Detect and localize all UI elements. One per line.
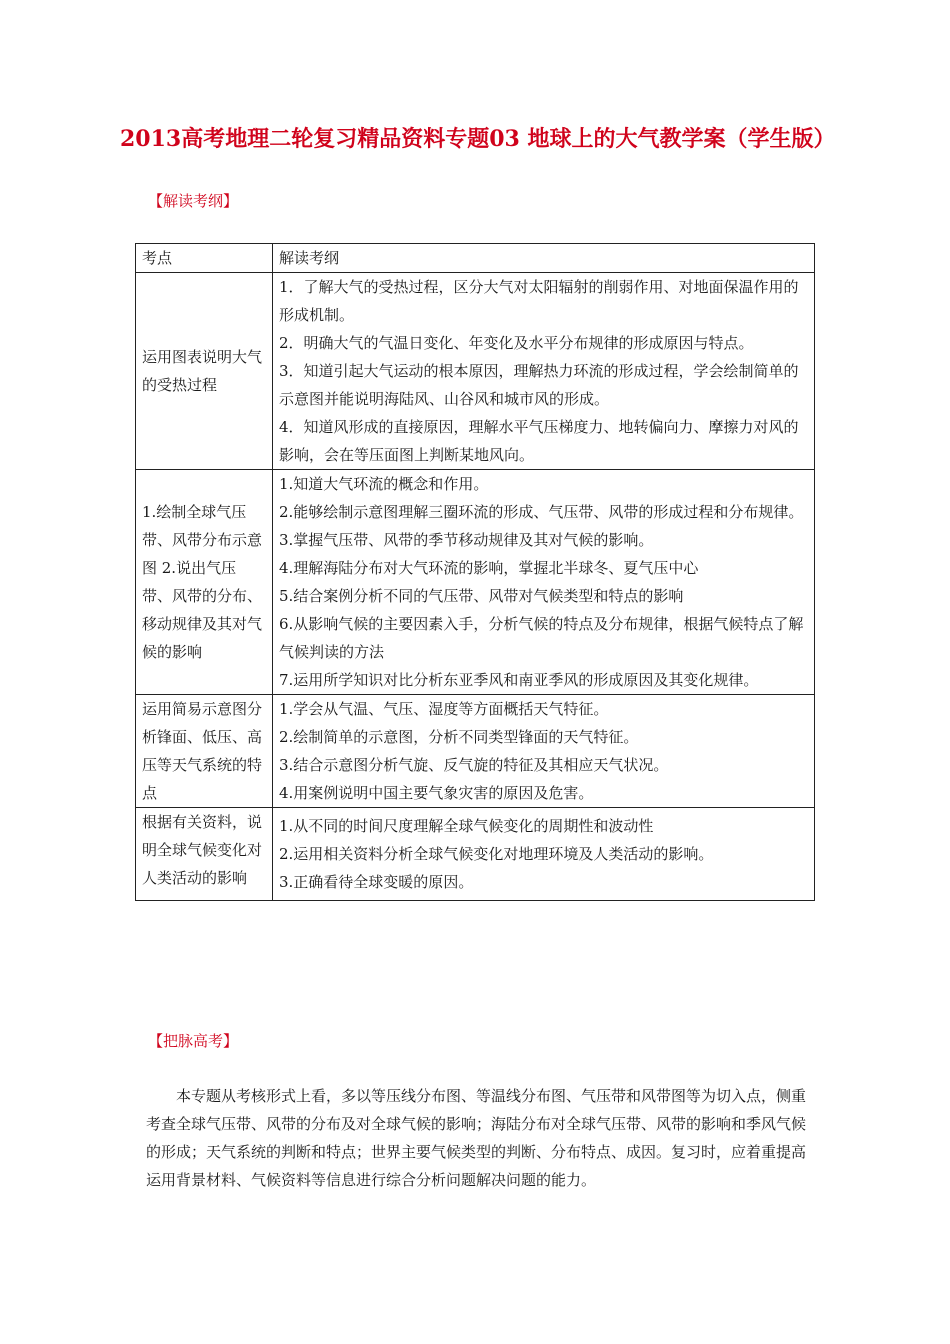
outline-item: 6.从影响气候的主要因素入手，分析气候的特点及分布规律，根据气候特点了解气候判读的方法 (279, 615, 804, 661)
outline-item: 3.掌握气压带、风带的季节移动规律及其对气候的影响。 (279, 531, 654, 549)
items-cell (273, 273, 815, 470)
topic-cell: 1.绘制全球气压带、风带分布示意图 2.说出气压带、风带的分布、移动规律及其对气候的影响 (136, 470, 273, 695)
header-topic: 考点 (136, 244, 273, 273)
topic-cell: 根据有关资料，说明全球气候变化对人类活动的影响 (136, 808, 273, 901)
outline-item: 4.用案例说明中国主要气象灾害的原因及危害。 (279, 784, 594, 802)
exam-outline-table (135, 243, 815, 901)
outline-item: 1．了解大气的受热过程，区分大气对太阳辐射的削弱作用、对地面保温作用的形成机制。 (279, 278, 799, 324)
outline-item: 3．知道引起大气运动的根本原因，理解热力环流的形成过程，学会绘制简单的示意图并能说明海陆风、山谷风和城市风的形成。 (279, 362, 799, 408)
table-row (136, 273, 815, 470)
body-paragraph: 本专题从考核形式上看，多以等压线分布图、等温线分布图、气压带和风带图等为切入点，侧重考查全球气压带、风带的分布及对全球气候的影响；海陆分布对全球气压带、风带的影响和季风气候的形成；天气系统的判断和特点；世界主要气候类型的判断、分布特点、成因。复习时，应着重提高运用背景材料、气候资料等信息进行综合分析问题解决问题的能力。 (146, 1087, 807, 1189)
items-cell (273, 695, 815, 808)
outline-item: 5.结合案例分析不同的气压带、风带对气候类型和特点的影响 (279, 587, 684, 605)
outline-item: 1.知道大气环流的概念和作用。 (279, 475, 489, 493)
outline-item: 2.绘制简单的示意图，分析不同类型锋面的天气特征。 (279, 728, 639, 746)
header-outline: 解读考纲 (273, 244, 815, 273)
section-heading-exam: 【把脉高考】 (148, 1032, 239, 1050)
section-heading-outline: 【解读考纲】 (148, 192, 239, 210)
outline-item: 1.学会从气温、气压、湿度等方面概括天气特征。 (279, 700, 609, 718)
items-cell (273, 470, 815, 695)
outline-item: 4．知道风形成的直接原因，理解水平气压梯度力、地转偏向力、摩擦力对风的影响，会在等压面图上判断某地风向。 (279, 418, 799, 464)
document-title: 2013高考地理二轮复习精品资料专题03 地球上的大气教学案（学生版） (120, 126, 836, 152)
topic-cell: 运用图表说明大气的受热过程 (136, 273, 273, 470)
table-row (136, 470, 815, 695)
items-cell (273, 808, 815, 901)
topic-cell: 运用简易示意图分析锋面、低压、高压等天气系统的特点 (136, 695, 273, 808)
outline-item: 4.理解海陆分布对大气环流的影响，掌握北半球冬、夏气压中心 (279, 559, 699, 577)
outline-item: 2.运用相关资料分析全球气候变化对地理环境及人类活动的影响。 (279, 845, 714, 863)
outline-item: 7.运用所学知识对比分析东亚季风和南亚季风的形成原因及其变化规律。 (279, 671, 759, 689)
outline-item: 2.能够绘制示意图理解三圈环流的形成、气压带、风带的形成过程和分布规律。 (279, 503, 804, 521)
outline-item: 1.从不同的时间尺度理解全球气候变化的周期性和波动性 (279, 817, 654, 835)
outline-item: 3.结合示意图分析气旋、反气旋的特征及其相应天气状况。 (279, 756, 669, 774)
table-row (136, 808, 815, 901)
table-header-row (136, 244, 815, 273)
table-row (136, 695, 815, 808)
outline-item: 3.正确看待全球变暖的原因。 (279, 873, 474, 891)
outline-item: 2．明确大气的气温日变化、年变化及水平分布规律的形成原因与特点。 (279, 334, 754, 352)
